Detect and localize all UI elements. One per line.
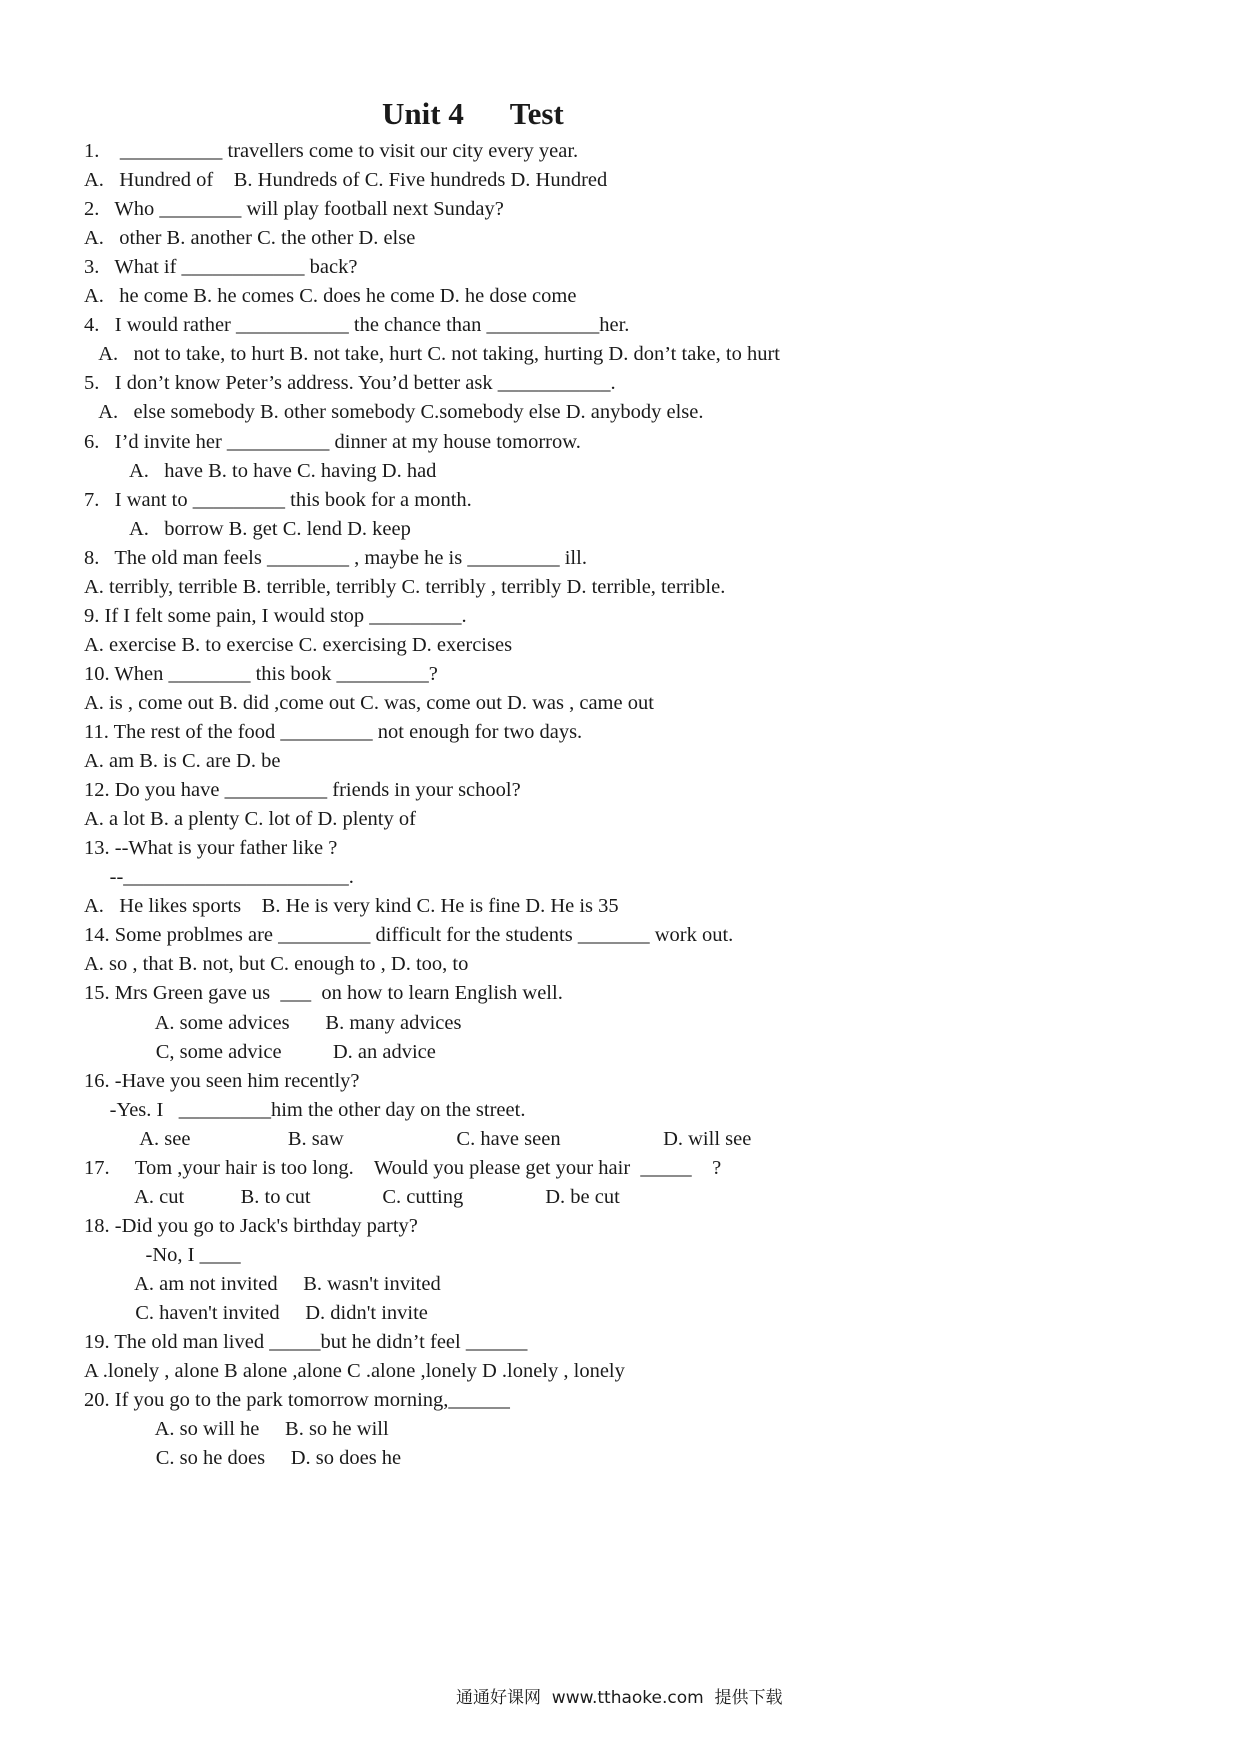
text-line: 18. -Did you go to Jack's birthday party? bbox=[84, 1214, 418, 1237]
text-line: 14. Some problmes are _________ difficult for the students _______ work out. bbox=[84, 924, 734, 947]
text-line: 6. I’d invite her __________ dinner at my house tomorrow. bbox=[84, 430, 581, 453]
text-line: 2. Who ________ will play football next Sunday? bbox=[84, 198, 504, 221]
text-line: 1. __________ travellers come to visit our city every year. bbox=[84, 140, 579, 162]
text-line: A. he come B. he comes C. does he come D. he dose come bbox=[84, 285, 577, 308]
text-line: A. so , that B. not, but C. enough to , D. too, to bbox=[84, 953, 469, 976]
page-title: Unit 4 Test bbox=[382, 96, 564, 131]
text-line: 12. Do you have __________ friends in your school? bbox=[84, 779, 521, 802]
text-line: A. else somebody B. other somebody C.somebody else D. anybody else. bbox=[84, 401, 704, 424]
text-line: C, some advice D. an advice bbox=[84, 1040, 436, 1063]
text-line: A. is , come out B. did ,come out C. was, come out D. was , came out bbox=[84, 691, 654, 714]
text-line: A. see B. saw C. have seen D. will see bbox=[84, 1127, 752, 1150]
text-line: -No, I ____ bbox=[84, 1243, 241, 1266]
text-line: 3. What if ____________ back? bbox=[84, 256, 358, 279]
text-line: A. exercise B. to exercise C. exercising D. exercises bbox=[84, 633, 513, 656]
text-line: --______________________. bbox=[84, 866, 354, 889]
text-line: A .lonely , alone B alone ,alone C .alone ,lonely D .lonely , lonely bbox=[84, 1360, 625, 1383]
text-line: C. so he does D. so does he bbox=[84, 1447, 402, 1470]
text-line: A. other B. another C. the other D. else bbox=[84, 227, 416, 250]
text-line: 16. -Have you seen him recently? bbox=[84, 1069, 360, 1092]
text-line: A. not to take, to hurt B. not take, hurt C. not taking, hurting D. don’t take, to hurt bbox=[84, 343, 780, 366]
text-line: 7. I want to _________ this book for a month. bbox=[84, 488, 472, 511]
text-line: A. borrow B. get C. lend D. keep bbox=[84, 517, 411, 540]
text-line: 8. The old man feels ________ , maybe he is _________ ill. bbox=[84, 546, 587, 569]
text-line: 5. I don’t know Peter’s address. You’d better ask ___________. bbox=[84, 372, 616, 395]
text-line: A. terribly, terrible B. terrible, terribly C. terribly , terribly D. terrible, terrible. bbox=[84, 575, 726, 598]
text-line: 17. Tom ,your hair is too long. Would you please get your hair _____ ? bbox=[84, 1156, 722, 1179]
text-line: C. haven't invited D. didn't invite bbox=[84, 1302, 428, 1324]
text-line: -Yes. I _________him the other day on the street. bbox=[84, 1098, 526, 1121]
text-line: A. so will he B. so he will bbox=[84, 1418, 389, 1441]
text-line: 20. If you go to the park tomorrow morning,______ bbox=[84, 1389, 510, 1412]
text-line: A. Hundred of B. Hundreds of C. Five hundreds D. Hundred bbox=[84, 169, 608, 192]
text-line: A. a lot B. a plenty C. lot of D. plenty of bbox=[84, 808, 416, 831]
text-line: 9. If I felt some pain, I would stop _________. bbox=[84, 604, 467, 627]
text-line: A. am not invited B. wasn't invited bbox=[84, 1272, 441, 1295]
text-line: 19. The old man lived _____but he didn’t feel ______ bbox=[84, 1331, 528, 1354]
text-line: 15. Mrs Green gave us ___ on how to learn English well. bbox=[84, 982, 563, 1005]
text-line: A. some advices B. many advices bbox=[84, 1011, 462, 1034]
text-line: 10. When ________ this book _________? bbox=[84, 662, 438, 685]
text-line: 11. The rest of the food _________ not enough for two days. bbox=[84, 721, 583, 743]
text-line: A. He likes sports B. He is very kind C. He is fine D. He is 35 bbox=[84, 895, 619, 918]
text-line: A. have B. to have C. having D. had bbox=[84, 459, 437, 482]
text-line: A. cut B. to cut C. cutting D. be cut bbox=[84, 1185, 620, 1208]
text-line: A. am B. is C. are D. be bbox=[84, 750, 281, 773]
text-line: 4. I would rather ___________ the chance than ___________her. bbox=[84, 314, 630, 337]
footer-credit: 通通好课网 www.tthaoke.com 提供下载 bbox=[456, 1688, 783, 1708]
text-line: 13. --What is your father like ? bbox=[84, 837, 338, 860]
